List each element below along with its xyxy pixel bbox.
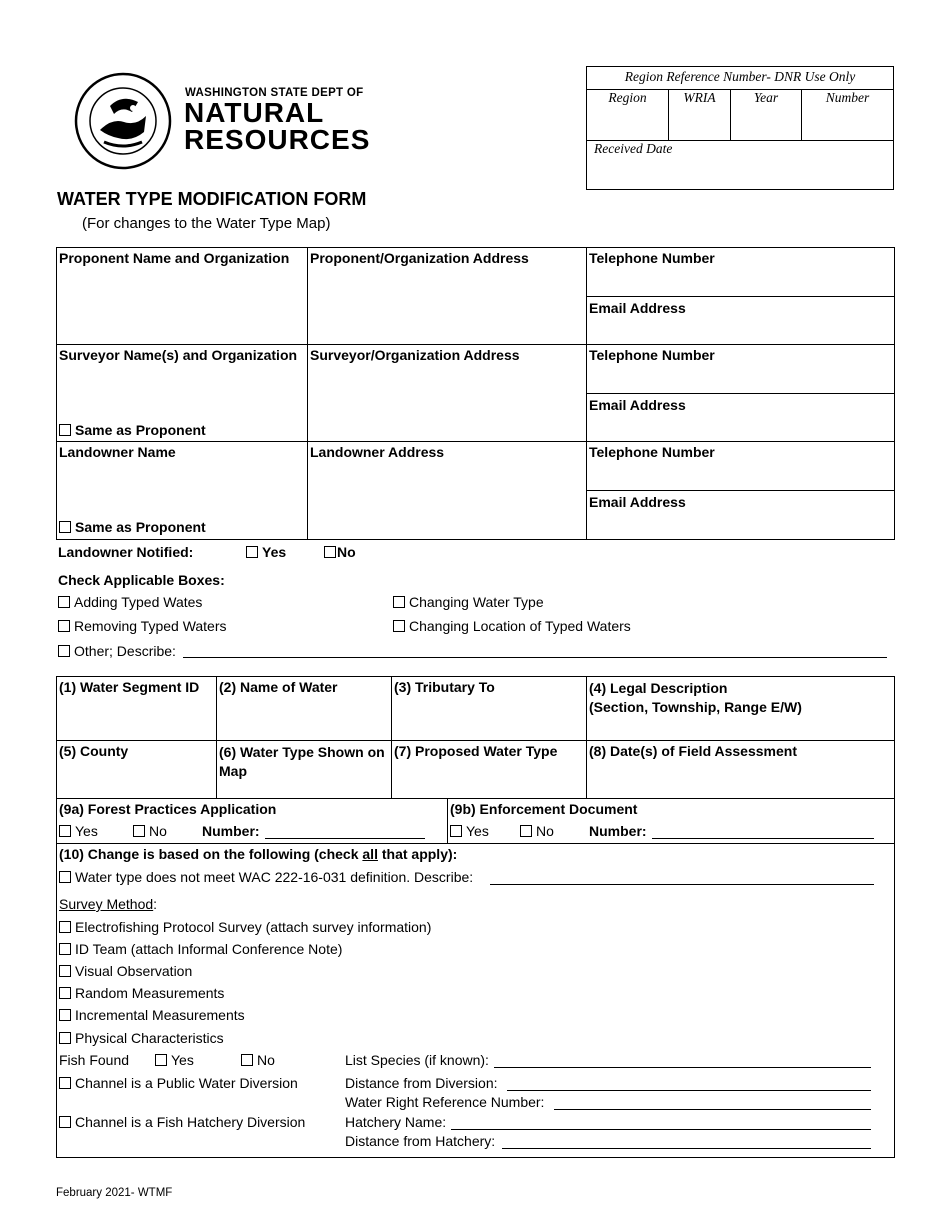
agency-name-line2: NATURAL	[184, 97, 325, 128]
distance-hatchery-label: Distance from Hatchery:	[345, 1133, 496, 1149]
checkbox[interactable]	[59, 987, 71, 999]
enforcement-number-line[interactable]	[652, 838, 874, 839]
list-species-label: List Species (if known):	[345, 1052, 489, 1068]
checkbox-label: Yes	[262, 544, 287, 560]
checkbox[interactable]	[59, 1116, 71, 1128]
checkbox-label: Same as Proponent	[75, 519, 206, 535]
form-revision: February 2021- WTMF	[56, 1187, 173, 1199]
option-changing-location[interactable]	[393, 618, 631, 634]
dnr-col-number: Number	[825, 90, 870, 105]
list-species-line[interactable]	[494, 1067, 871, 1068]
dnr-col-region: Region	[608, 90, 647, 105]
checkbox-label: Incremental Measurements	[75, 1007, 245, 1023]
checkbox-label: Water type does not meet WAC 222-16-031 definition. Describe:	[75, 869, 474, 885]
tributary-to-field[interactable]: (3) Tributary To	[394, 679, 495, 695]
checkbox-label: Physical Characteristics	[75, 1030, 224, 1046]
dnr-col-year: Year	[753, 90, 779, 105]
checkbox[interactable]	[450, 825, 462, 837]
surveyor-address-field[interactable]: Surveyor/Organization Address	[310, 347, 520, 363]
segment-table	[56, 676, 895, 1158]
checkbox[interactable]	[59, 1077, 71, 1089]
legal-description-label: (4) Legal Description	[589, 680, 728, 696]
heading-emphasis: all	[362, 846, 378, 862]
enforcement-yes[interactable]	[450, 823, 489, 839]
proponent-name-field[interactable]: Proponent Name and Organization	[59, 250, 290, 266]
checkbox[interactable]	[520, 825, 532, 837]
hatchery-name-line[interactable]	[451, 1129, 871, 1130]
checkbox[interactable]	[59, 943, 71, 955]
checkbox-label: Same as Proponent	[75, 422, 206, 438]
checkbox-label: No	[149, 823, 167, 839]
dnr-col-wria: WRIA	[683, 90, 716, 105]
applicable-heading: Check Applicable Boxes:	[58, 572, 225, 588]
legal-description-sublabel: (Section, Township, Range E/W)	[589, 699, 802, 715]
method-incremental[interactable]	[59, 1007, 245, 1023]
surveyor-email-field[interactable]: Email Address	[589, 397, 686, 413]
water-segment-id-field[interactable]: (1) Water Segment ID	[59, 679, 200, 695]
fish-found-no[interactable]	[241, 1052, 275, 1068]
wac-describe-line[interactable]	[490, 884, 874, 885]
dnr-box-title: Region Reference Number- DNR Use Only	[624, 69, 856, 84]
dnr-use-only-box	[586, 66, 894, 190]
proponent-email-field[interactable]: Email Address	[589, 300, 686, 316]
name-of-water-field[interactable]: (2) Name of Water	[219, 679, 338, 695]
heading-part: (10) Change is based on the following (check	[59, 846, 363, 862]
hatchery-diversion-option[interactable]	[59, 1114, 305, 1130]
contact-table	[56, 247, 895, 540]
checkbox-label: Changing Location of Typed Waters	[409, 618, 631, 634]
checkbox-label: No	[536, 823, 554, 839]
checkbox[interactable]	[393, 596, 405, 608]
water-type-shown-field[interactable]	[219, 743, 385, 781]
enforcement-document-label: (9b) Enforcement Document	[450, 801, 638, 817]
landowner-address-field[interactable]: Landowner Address	[310, 444, 445, 460]
hatchery-name-label: Hatchery Name:	[345, 1114, 447, 1130]
checkbox-label: Channel is a Public Water Diversion	[75, 1075, 298, 1091]
option-changing-type[interactable]	[393, 594, 544, 610]
checkbox-label: No	[337, 544, 356, 560]
wac-option[interactable]	[59, 869, 473, 885]
checkbox-label: Random Measurements	[75, 985, 225, 1001]
checkbox-label: ID Team (attach Informal Conference Note)	[75, 941, 343, 957]
checkbox-label: Visual Observation	[75, 963, 193, 979]
checkbox[interactable]	[324, 546, 336, 558]
water-type-shown-sublabel: Map	[219, 763, 247, 779]
checkbox-label: Adding Typed Wates	[74, 594, 203, 610]
checkbox[interactable]	[59, 521, 71, 533]
checkbox[interactable]	[59, 825, 71, 837]
legal-description-field[interactable]	[589, 679, 802, 717]
form-subtitle: (For changes to the Water Type Map)	[82, 215, 331, 232]
checkbox-label: Removing Typed Waters	[74, 618, 227, 634]
checkbox[interactable]	[58, 645, 70, 657]
checkbox-label: Channel is a Fish Hatchery Diversion	[75, 1114, 306, 1130]
checkbox-label: Electrofishing Protocol Survey (attach survey information)	[75, 919, 432, 935]
surveyor-same-as-proponent[interactable]	[59, 422, 206, 438]
county-field[interactable]: (5) County	[59, 743, 129, 759]
fpa-yes[interactable]	[59, 823, 98, 839]
fpa-number-label: Number:	[202, 823, 260, 839]
agency-name-line3: RESOURCES	[184, 124, 371, 155]
proponent-address-field[interactable]: Proponent/Organization Address	[310, 250, 529, 266]
option-adding[interactable]	[58, 594, 202, 610]
checkbox[interactable]	[133, 825, 145, 837]
distance-diversion-label: Distance from Diversion:	[345, 1075, 498, 1091]
checkbox[interactable]	[59, 871, 71, 883]
landowner-telephone-field[interactable]: Telephone Number	[589, 444, 715, 460]
fpa-number-line[interactable]	[265, 838, 425, 839]
checkbox-label: Yes	[171, 1052, 194, 1068]
surveyor-telephone-field[interactable]: Telephone Number	[589, 347, 715, 363]
checkbox-label: Other; Describe:	[74, 643, 176, 659]
enforcement-no[interactable]	[520, 823, 554, 839]
checkbox[interactable]	[393, 620, 405, 632]
landowner-email-field[interactable]: Email Address	[589, 494, 686, 510]
method-visual[interactable]	[59, 963, 192, 979]
other-describe-line[interactable]	[183, 657, 887, 658]
proponent-telephone-field[interactable]: Telephone Number	[589, 250, 715, 266]
checkbox-label: Yes	[466, 823, 489, 839]
checkbox[interactable]	[246, 546, 258, 558]
notified-yes[interactable]	[246, 544, 286, 560]
landowner-name-field[interactable]: Landowner Name	[59, 444, 176, 460]
survey-method-text: Survey Method	[59, 896, 154, 912]
checkbox-label: No	[257, 1052, 275, 1068]
received-date-label: Received Date	[594, 141, 673, 156]
checkbox[interactable]	[58, 620, 70, 632]
fish-found-label: Fish Found	[59, 1052, 130, 1068]
heading-part: that apply):	[377, 846, 458, 862]
survey-method-colon: :	[153, 896, 158, 912]
method-random[interactable]	[59, 985, 224, 1001]
agency-name-line1: WASHINGTON STATE DEPT OF	[185, 87, 364, 99]
distance-diversion-line[interactable]	[507, 1090, 871, 1091]
fpa-no[interactable]	[133, 823, 167, 839]
option-removing[interactable]	[58, 618, 227, 634]
checkbox[interactable]	[59, 424, 71, 436]
method-id-team[interactable]	[59, 941, 342, 957]
forest-practices-label: (9a) Forest Practices Application	[59, 801, 277, 817]
enforcement-number-label: Number:	[589, 823, 647, 839]
method-electrofishing[interactable]	[59, 919, 431, 935]
form-title: WATER TYPE MODIFICATION FORM	[57, 189, 367, 209]
checkbox[interactable]	[59, 965, 71, 977]
distance-hatchery-line[interactable]	[502, 1148, 871, 1149]
checkbox[interactable]	[58, 596, 70, 608]
water-right-line[interactable]	[554, 1109, 871, 1110]
checkbox[interactable]	[59, 1032, 71, 1044]
checkbox-label: Yes	[75, 823, 98, 839]
checkbox[interactable]	[59, 921, 71, 933]
change-basis-heading	[59, 846, 457, 862]
survey-method-label	[59, 896, 157, 912]
checkbox[interactable]	[59, 1009, 71, 1021]
water-type-shown-label: (6) Water Type Shown on	[219, 744, 385, 760]
landowner-same-as-proponent[interactable]	[59, 519, 206, 535]
field-assessment-date-field[interactable]: (8) Date(s) of Field Assessment	[589, 743, 797, 759]
dnr-seal	[74, 72, 172, 170]
fish-found-yes[interactable]	[155, 1052, 194, 1068]
method-physical[interactable]	[59, 1030, 224, 1046]
surveyor-name-field[interactable]: Surveyor Name(s) and Organization	[59, 347, 298, 363]
option-other[interactable]	[58, 643, 176, 659]
checkbox[interactable]	[155, 1054, 167, 1066]
proposed-water-type-field[interactable]: (7) Proposed Water Type	[394, 743, 558, 759]
landowner-notified-label: Landowner Notified:	[58, 544, 194, 560]
checkbox-label: Changing Water Type	[409, 594, 544, 610]
public-diversion-option[interactable]	[59, 1075, 298, 1091]
checkbox[interactable]	[241, 1054, 253, 1066]
water-right-label: Water Right Reference Number:	[345, 1094, 545, 1110]
notified-no[interactable]	[324, 544, 356, 560]
